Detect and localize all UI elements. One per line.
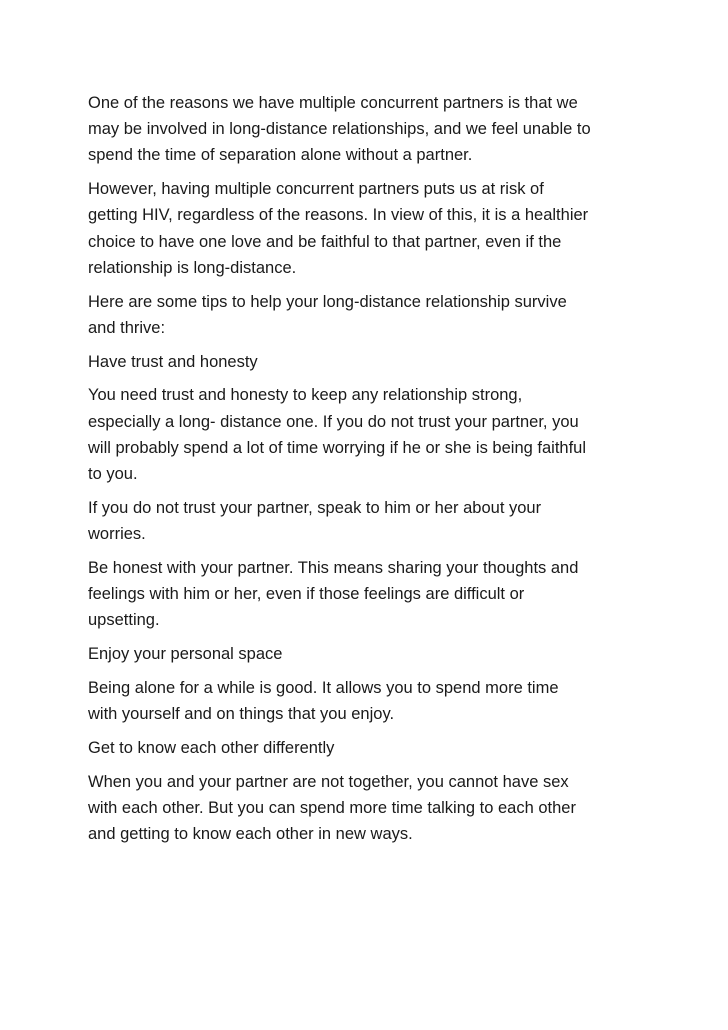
text-line: Be honest with your partner. This means sharing your thoughts and <box>88 558 579 577</box>
text-line: spend the time of separation alone without a partner. <box>88 146 473 165</box>
document-page <box>88 90 648 855</box>
text-line: One of the reasons we have multiple concurrent partners is that we <box>88 94 578 112</box>
text-line: with each other. But you can spend more time talking to each other <box>88 798 576 817</box>
heading-trust-honesty <box>88 349 648 375</box>
text-line: Enjoy your personal space <box>88 645 283 664</box>
text-line: Get to know each other differently <box>88 738 335 757</box>
paragraph-tips-intro <box>88 289 648 341</box>
text-line: Being alone for a while is good. It allows you to spend more time <box>88 678 559 697</box>
text-line: may be involved in long-distance relationships, and we feel unable to <box>88 120 591 139</box>
paragraph-together <box>88 769 648 848</box>
text-line: will probably spend a lot of time worrying if he or she is being faithful <box>88 438 587 457</box>
paragraph-honesty <box>88 555 648 634</box>
text-line: feelings with him or her, even if those feelings are difficult or <box>88 585 525 604</box>
text-line: especially a long- distance one. If you do not trust your partner, you <box>88 412 579 431</box>
text-line: Have trust and honesty <box>88 352 258 371</box>
paragraph-intro <box>88 90 648 169</box>
text-line: to you. <box>88 465 138 484</box>
text-line: and thrive: <box>88 318 166 337</box>
text-line: getting HIV, regardless of the reasons. In view of this, it is a healthier <box>88 206 589 225</box>
text-line: with yourself and on things that you enjoy. <box>88 705 395 724</box>
text-line: relationship is long-distance. <box>88 258 297 277</box>
text-line: If you do not trust your partner, speak to him or her about your <box>88 498 542 517</box>
text-line: You need trust and honesty to keep any relationship strong, <box>88 386 523 405</box>
text-line: worries. <box>88 525 146 544</box>
text-line: When you and your partner are not together, you cannot have sex <box>88 772 569 791</box>
text-line: upsetting. <box>88 611 160 630</box>
text-line: choice to have one love and be faithful to that partner, even if the <box>88 232 562 251</box>
paragraph-risk <box>88 176 648 281</box>
text-line: However, having multiple concurrent partners puts us at risk of <box>88 180 544 199</box>
paragraph-worries <box>88 495 648 547</box>
heading-personal-space <box>88 641 648 667</box>
text-line: and getting to know each other in new ways. <box>88 825 413 844</box>
paragraph-trust <box>88 382 648 487</box>
paragraph-alone <box>88 675 648 727</box>
heading-know-each-other <box>88 735 648 761</box>
text-line: Here are some tips to help your long-distance relationship survive <box>88 292 567 311</box>
